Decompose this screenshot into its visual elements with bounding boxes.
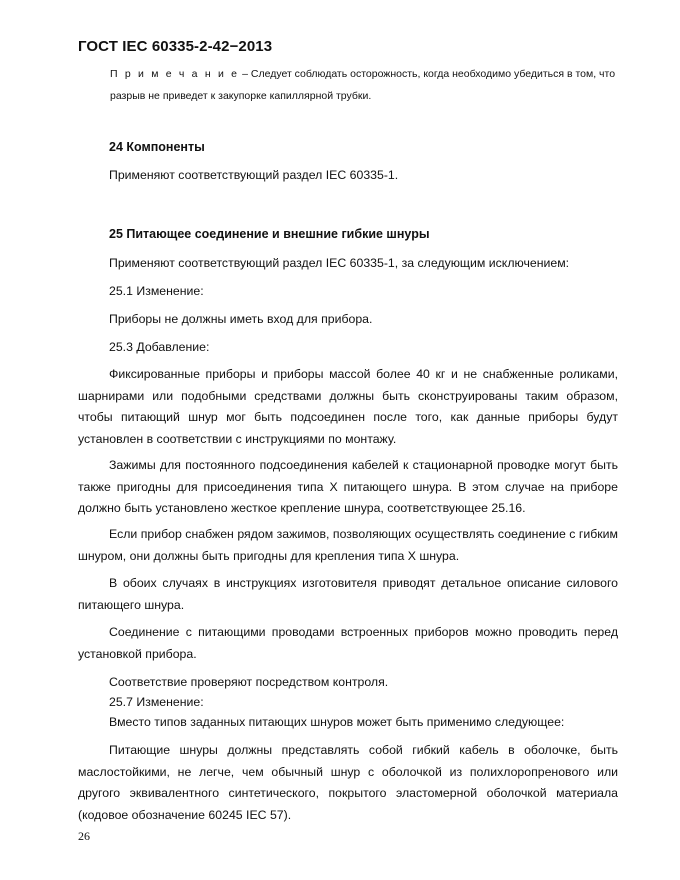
document-header: ГОСТ IEC 60335-2-42−2013	[78, 38, 273, 55]
note-text: Следует соблюдать осторожность, когда необходимо убедиться в том, что разрыв не приведет к закупорке капиллярной трубки.	[110, 68, 616, 102]
clause-25-1-title: 25.1 Изменение:	[109, 284, 204, 298]
paragraph-builtin: Соединение с питающими проводами встроенных приборов можно проводить перед установкой прибора.	[78, 625, 618, 661]
paragraph-compliance: Соответствие проверяют посредством контроля.	[109, 675, 389, 689]
paragraph-supply-cords: Питающие шнуры должны представлять собой гибкий кабель в оболочке, быть маслостойкими, не легче, чем обычный шнур с оболочкой из полихлоропренового или другого эквивалентного синтетического, покрытого эластомерной оболочкой материала (кодовое обозначение 60245 IEC 57).	[78, 743, 618, 822]
paragraph-terminals: Зажимы для постоянного подсоединения кабелей к стационарной проводке могут быть также пригодны для присоединения типа Х питающего шнура. В этом случае на приборе должно быть установлено жесткое крепление шнура, соответствующее 25.16.	[78, 458, 618, 515]
paragraph-fixed-appliances: Фиксированные приборы и приборы массой более 40 кг и не снабженные роликами, шарнирами или подобными средствами должны быть сконструированы таким образом, чтобы питающий шнур мог быть подсоединен после того, как данные приборы будут установлен в соответствии с инструкциями по монтажу.	[78, 367, 618, 446]
section-24-text: Применяют соответствующий раздел IEC 60335-1.	[109, 168, 399, 182]
note-label: П р и м е ч а н и е	[110, 68, 240, 80]
note-block	[78, 63, 618, 107]
clause-25-3-title: 25.3 Добавление:	[109, 340, 210, 354]
section-24-heading: 24 Компоненты	[109, 140, 205, 154]
paragraph-flexible-cord: Если прибор снабжен рядом зажимов, позволяющих осуществлять соединение с гибким шнуром, они должны быть пригодны для крепления типа Х шнура.	[78, 527, 618, 563]
paragraph-instructions: В обоих случаях в инструкциях изготовителя приводят детальное описание силового питающего шнура.	[78, 576, 618, 612]
section-25-heading: 25 Питающее соединение и внешние гибкие шнуры	[109, 227, 430, 241]
section-25-intro: Применяют соответствующий раздел IEC 60335-1, за следующим исключением:	[109, 256, 570, 270]
page-number: 26	[78, 829, 90, 843]
clause-25-7-title: 25.7 Изменение:	[109, 695, 204, 709]
note-dash: –	[239, 68, 251, 80]
note-paragraph	[78, 63, 618, 107]
clause-25-1-text: Приборы не должны иметь вход для прибора.	[109, 312, 373, 326]
clause-25-7-intro: Вместо типов заданных питающих шнуров может быть применимо следующее:	[109, 715, 565, 729]
